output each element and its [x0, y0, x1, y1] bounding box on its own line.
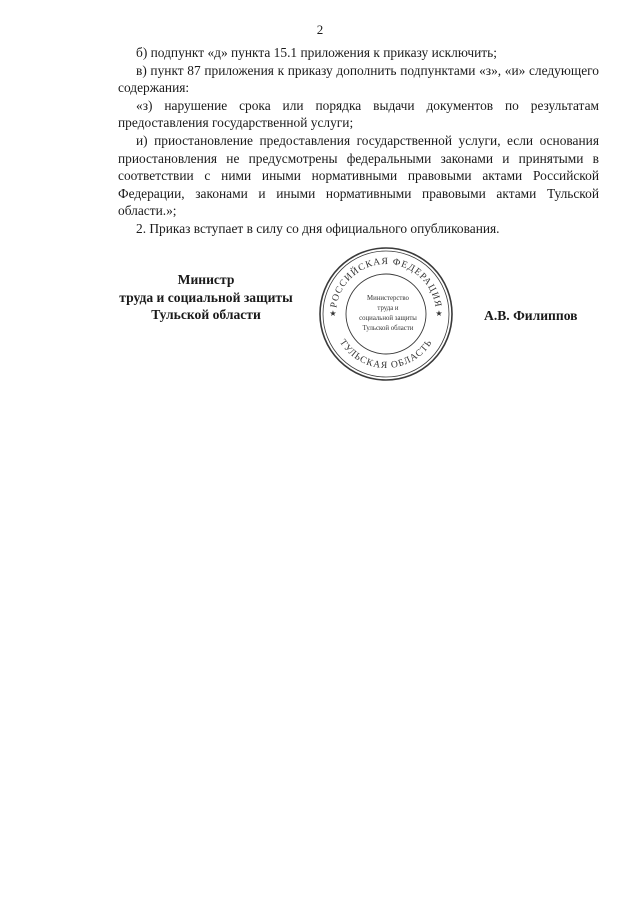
paragraph-subitem-z: «з) нарушение срока или порядка выдачи документов по результатам предоставления государственной услуги; — [118, 97, 599, 131]
signatory-title — [96, 271, 316, 324]
paragraph-subitem-i: и) приостановление предоставления государственной услуги, если основания приостановления не предусмотрены федеральными законами и принятыми в соответствии с ними иными нормативными правовыми актами Российской Федерации, законами и иными нормативными правовыми актами Тульской области.»; — [118, 132, 599, 219]
signatory-name: А.В. Филиппов — [484, 308, 578, 323]
page-number: 2 — [316, 22, 324, 37]
seal-center-line: социальной защиты — [359, 315, 417, 322]
signatory-title-line: Тульской области — [151, 307, 261, 322]
signatory-title-line: Министр — [177, 272, 235, 287]
document-body — [118, 44, 599, 238]
seal-star-icon: ★ — [329, 309, 337, 318]
signatory-title-line: труда и социальной защиты — [119, 289, 293, 305]
seal-center-line: труда и — [377, 305, 399, 312]
paragraph-subitem-b: б) подпункт «д» пункта 15.1 приложения к приказу исключить; — [136, 45, 497, 60]
paragraph-effective-date: 2. Приказ вступает в силу со дня официального опубликования. — [136, 220, 500, 236]
seal-outer-bottom-text: ТУЛЬСКАЯ ОБЛАСТЬ — [337, 337, 435, 372]
paragraph-subitem-v: в) пункт 87 приложения к приказу дополнить подпунктами «з», «и» следующего содержания: — [118, 62, 599, 96]
seal-star-icon: ★ — [435, 309, 443, 318]
seal-center-line: Министерство — [367, 295, 409, 302]
seal-outer-top-text: РОССИЙСКАЯ ФЕДЕРАЦИЯ — [328, 255, 444, 309]
seal-center-line: Тульской области — [362, 325, 414, 332]
official-seal — [318, 246, 454, 382]
